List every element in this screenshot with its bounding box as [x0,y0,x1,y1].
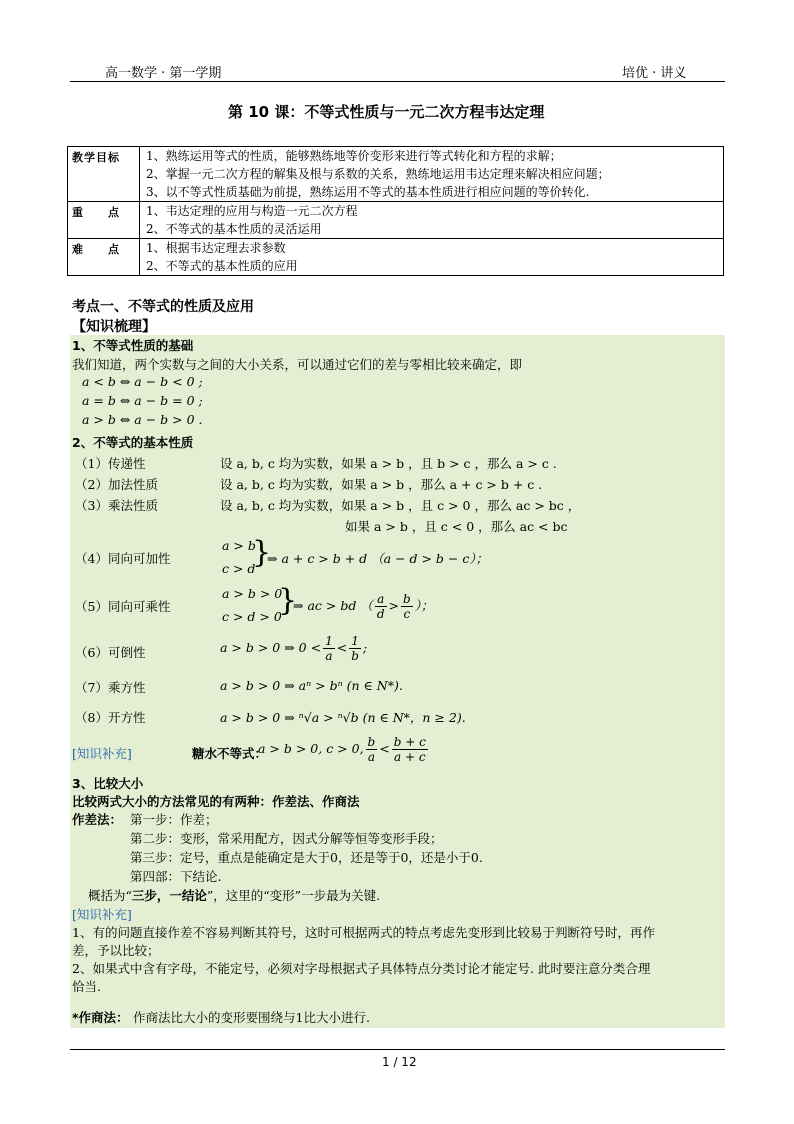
prop-condition: c > d [222,561,256,576]
denominator: c [403,607,411,621]
prop-result-end: ）； [414,598,434,613]
difficulty-line: 2、不等式的基本性质的应用 [146,259,298,273]
prop-label: （4）同向可加性 [75,551,171,566]
sugar-water-formula [258,735,430,764]
prop-condition: a > b > 0 [222,586,283,601]
prop-result: ⇒ a + c > b + d （a − d > b − c）； [267,551,489,566]
basis-line: a < b ⇔ a − b < 0 ; [82,374,203,389]
footer-rule [70,1049,725,1050]
prop-label: （8）开方性 [75,710,146,725]
header-left: 高一数学 · 第一学期 [105,66,222,81]
basis-title: 1、不等式性质的基础 [72,338,194,353]
objective-line: 1、熟练运用等式的性质，能够熟练地等价变形来进行等式转化和方程的求解； [146,149,562,163]
prop-result-end: ; [362,640,368,655]
table-row [68,147,724,202]
step-line: 第三步：定号，重点是能确定是大于0，还是等于0，还是小于0. [130,850,483,865]
prop-result [293,592,433,621]
objective-line: 3、以不等式性质基础为前提，熟练运用不等式的基本性质进行相应问题的等价转化. [146,185,590,199]
objective-label: 教学目标 [68,147,140,202]
fraction [375,592,387,621]
summary-line [88,886,380,904]
props-title: 2、不等式的基本性质 [72,435,194,450]
difficulty-content [140,239,724,276]
operator: < [379,741,390,756]
operator: > [388,598,399,613]
step-line: 第四部：下结论. [130,869,222,884]
prop-text: 设 a, b, c 均为实数，如果 a > b ，那么 a + c > b + c . [220,477,543,492]
section-tag: 【知识梳理】 [72,319,156,335]
supplement-line: 差，予以比较； [72,943,160,958]
numerator: b [402,592,411,606]
key-point-line: 2、不等式的基本性质的灵活运用 [146,222,322,236]
denominator: a [367,750,375,764]
compare-title: 3、比较大小 [72,776,144,791]
table-row [68,239,724,276]
denominator: b [351,649,359,663]
difficulty-label: 难 点 [68,239,140,276]
step-line: 第二步：变形，常采用配方，因式分解等恒等变形手段； [130,831,443,846]
quotient-method-text: 作商法比大小的变形要围绕与1比大小进行. [133,1010,370,1025]
basis-line: a > b ⇔ a − b > 0 . [82,412,203,427]
numerator: b + c [393,735,426,749]
prop-text: 设 a, b, c 均为实数，如果 a > b ，且 c > 0 ，那么 ac > bc ， [220,498,581,513]
fraction [392,735,428,764]
supplement-title: 糖水不等式： [192,746,268,761]
page-title: 第 10 课：不等式性质与一元二次方程韦达定理 [228,103,545,121]
prop-label: （6）可倒性 [75,645,146,660]
page-number: 1 / 12 [382,1055,417,1069]
summary-pre: 概括为“ [88,888,132,903]
basis-line: a = b ⇔ a − b = 0 ; [82,393,203,408]
key-point-label: 重 点 [68,202,140,239]
compare-subtitle: 比较两式大小的方法常见的有两种：作差法、作商法 [72,794,360,809]
summary-post: ”，这里的“变形”一步最为关键. [206,888,381,903]
prop-result-text: a > b > 0 ⇒ 0 < [220,640,322,655]
numerator: 1 [325,634,333,648]
table-row [68,202,724,239]
prop-text: a > b > 0 ⇒ ⁿ√a > ⁿ√b (n ∈ N*，n ≥ 2). [220,710,466,725]
header-rule [70,81,725,82]
prop-condition: c > d > 0 [222,609,282,624]
header-right: 培优 · 讲义 [622,66,687,81]
fraction [401,592,413,621]
prop-result [220,634,367,663]
denominator: d [376,607,385,621]
objective-line: 2、掌握一元二次方程的解集及根与系数的关系，熟练地运用韦达定理来解决相应问题； [146,167,610,181]
difficulty-line: 1、根据韦达定理去求参数 [146,241,286,255]
quotient-method-label: *作商法： [72,1010,129,1025]
formula-text: a > b > 0, c > 0, [258,741,364,756]
numerator: b [367,735,376,749]
key-point-content [140,202,724,239]
objectives-table [67,146,724,276]
denominator: a + c [393,750,426,764]
operator: < [336,640,348,655]
brace-symbol: } [252,535,272,570]
step-line: 第一步：作差； [130,812,218,827]
fraction [366,735,378,764]
denominator: a [325,649,333,663]
supplement-line: 恰当. [72,979,101,994]
section-title: 考点一、不等式的性质及应用 [72,299,254,315]
supplement-line: 2、如果式中含有字母，不能定号，必须对字母根据式子具体特点分类讨论才能定号. 此时要注意分类合理 [72,961,651,976]
prop-label: （7）乘方性 [75,680,146,695]
basis-intro: 我们知道，两个实数与之间的大小关系，可以通过它们的差与零相比较来确定，即 [72,357,523,372]
prop-text: a > b > 0 ⇒ aⁿ > bⁿ (n ∈ N*). [220,678,403,693]
prop-text: 如果 a > b ，且 c < 0 ，那么 ac < bc [345,519,568,534]
brace-symbol: } [278,583,298,618]
fraction [349,634,361,663]
prop-label: （3）乘法性质 [75,498,158,513]
key-point-line: 1、韦达定理的应用与构造一元二次方程 [146,204,358,218]
numerator: 1 [349,634,361,649]
prop-condition: a > b [222,538,256,553]
objective-content [140,147,724,202]
prop-label: （2）加法性质 [75,477,158,492]
summary-bold: 三步，一结论 [131,888,207,903]
prop-result-text: ⇒ ac > bd （ [293,598,373,613]
fraction [323,634,335,663]
prop-label: （1）传递性 [75,456,146,471]
supplement-tag: [知识补充] [72,907,132,922]
prop-text: 设 a, b, c 均为实数，如果 a > b ，且 b > c ，那么 a > c . [220,456,557,471]
numerator: a [375,592,387,607]
prop-label: （5）同向可乘性 [75,599,171,614]
diff-method-label: 作差法： [72,812,123,827]
supplement-line: 1、有的问题直接作差不容易判断其符号，这时可根据两式的特点考虑先变形到比较易于判断符号时，再作 [72,925,655,940]
supplement-tag: [知识补充] [72,746,132,761]
